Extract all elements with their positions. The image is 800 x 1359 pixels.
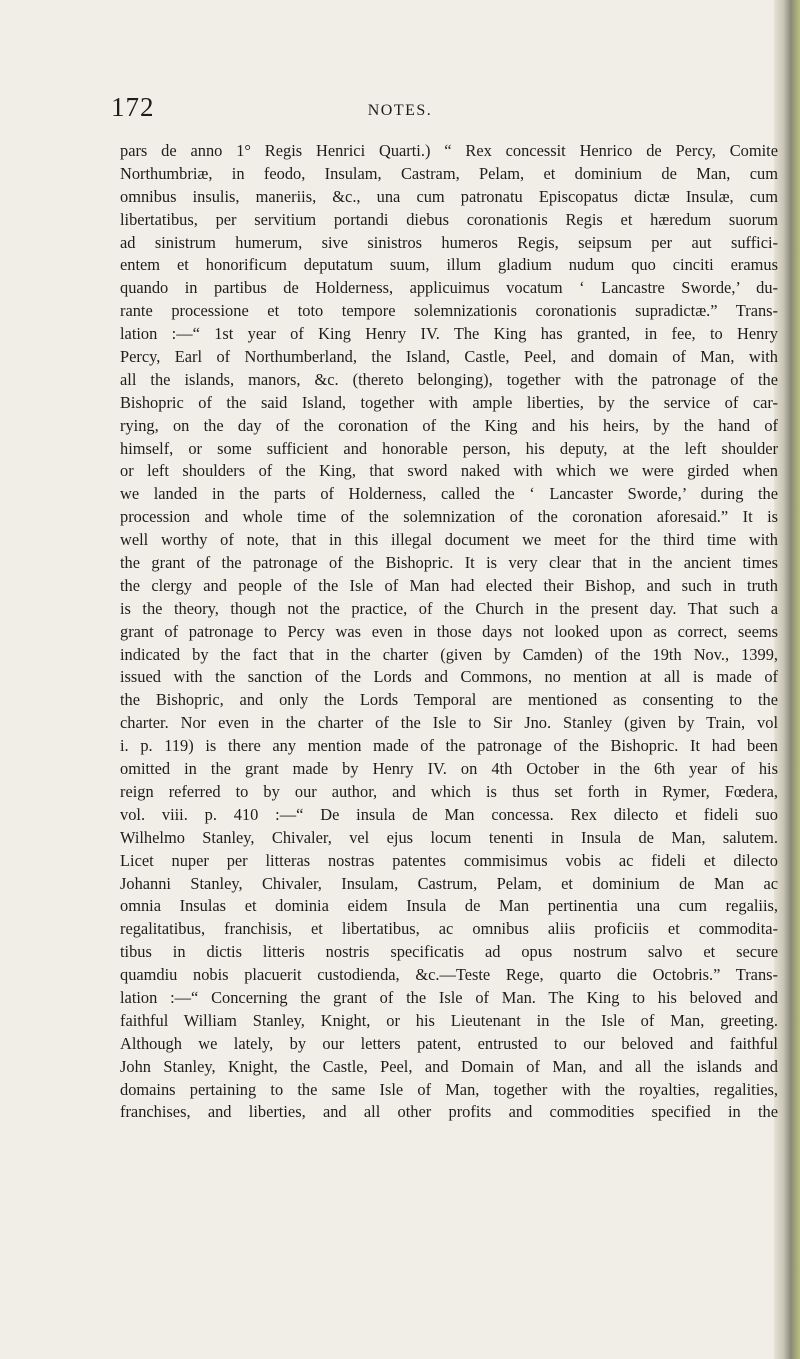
text-line: the Bishopric, and only the Lords Temporal are mentioned as consenting to the <box>120 690 778 710</box>
text-line: Johanni Stanley, Chivaler, Insulam, Castrum, Pelam, et dominium de Man ac <box>120 873 778 893</box>
text-line: regalitatibus, franchisis, et libertatibus, ac omnibus aliis proficiis et commodita- <box>120 919 778 939</box>
text-line: quando in partibus de Holderness, applicuimus vocatum ‘ Lancastre Sworde,’ du- <box>120 278 778 298</box>
text-line: well worthy of note, that in this illegal document we meet for the third time with <box>120 530 778 550</box>
text-line: Percy, Earl of Northumberland, the Island, Castle, Peel, and domain of Man, with <box>120 347 778 367</box>
body-text <box>120 140 778 1124</box>
text-line: reign referred to by our author, and which is thus set forth in Rymer, Fœdera, <box>120 781 778 801</box>
text-line: quamdiu nobis placuerit custodienda, &c.—Teste Rege, quarto die Octobris.” Trans- <box>120 965 778 985</box>
text-line: vol. viii. p. 410 :—“ De insula de Man concessa. Rex dilecto et fideli suo <box>120 804 778 824</box>
text-line: the clergy and people of the Isle of Man had elected their Bishop, and such in truth <box>120 575 778 595</box>
text-line: charter. Nor even in the charter of the Isle to Sir Jno. Stanley (given by Train, vol <box>120 713 778 733</box>
text-line: lation :—“ Concerning the grant of the Isle of Man. The King to his beloved and <box>120 987 778 1007</box>
text-line: we landed in the parts of Holderness, called the ‘ Lancaster Sworde,’ during the <box>120 484 778 504</box>
text-line: is the theory, though not the practice, of the Church in the present day. That such a <box>120 598 778 618</box>
text-line: faithful William Stanley, Knight, or his Lieutenant in the Isle of Man, greeting. <box>120 1010 778 1030</box>
text-line: entem et honorificum deputatum suum, illum gladium nudum quo cinciti eramus <box>120 255 778 275</box>
text-line: libertatibus, per servitium portandi diebus coronationis Regis et hæredum suorum <box>120 209 778 229</box>
text-line: Wilhelmo Stanley, Chivaler, vel ejus locum tenenti in Insula de Man, salutem. <box>120 827 778 847</box>
text-line: omitted in the grant made by Henry IV. on 4th October in the 6th year of his <box>120 759 778 779</box>
text-line: lation :—“ 1st year of King Henry IV. The King has granted, in fee, to Henry <box>120 324 778 344</box>
text-line: issued with the sanction of the Lords and Commons, no mention at all is made of <box>120 667 778 687</box>
text-line: Licet nuper per litteras nostras patentes commisimus vobis ac fideli et dilecto <box>120 850 778 870</box>
text-line: Northumbriæ, in feodo, Insulam, Castram, Pelam, et dominium de Man, cum <box>120 163 778 183</box>
text-line: Although we lately, by our letters patent, entrusted to our beloved and faithful <box>120 1033 778 1053</box>
text-line: franchises, and liberties, and all other profits and commodities specified in the <box>120 1102 778 1122</box>
text-line: ad sinistrum humerum, sive sinistros humeros Regis, seipsum per aut suffici- <box>120 232 778 252</box>
text-line: indicated by the fact that in the charter (given by Camden) of the 19th Nov., 1399, <box>120 644 778 664</box>
text-line: pars de anno 1° Regis Henrici Quarti.) “ Rex concessit Henrico de Percy, Comite <box>120 141 778 160</box>
text-line: omnibus insulis, maneriis, &c., una cum patronatu Episcopatus dictæ Insulæ, cum <box>120 186 778 206</box>
text-line: omnia Insulas et dominia eidem Insula de Man pertinentia una cum regaliis, <box>120 896 778 916</box>
text-line: procession and whole time of the solemnization of the coronation aforesaid.” It is <box>120 507 778 527</box>
text-line: rying, on the day of the coronation of the King and his heirs, by the hand of <box>120 415 778 435</box>
text-line: himself, or some sufficient and honorable person, his deputy, at the left shoulder <box>120 438 778 458</box>
text-line: rante processione et toto tempore solemnizationis coronationis supradictæ.” Trans- <box>120 301 778 321</box>
text-line: Bishopric of the said Island, together with ample liberties, by the service of car- <box>120 392 778 412</box>
text-line: John Stanley, Knight, the Castle, Peel, and Domain of Man, and all the islands and <box>120 1056 778 1076</box>
text-line: domains pertaining to the same Isle of Man, together with the royalties, regalities, <box>120 1079 778 1099</box>
page-number: 172 <box>111 92 155 122</box>
text-line: the grant of the patronage of the Bishopric. It is very clear that in the ancient times <box>120 553 778 573</box>
running-head: NOTES. <box>367 102 433 119</box>
text-line: grant of patronage to Percy was even in those days not looked upon as correct, seems <box>120 621 778 641</box>
text-line: tibus in dictis litteris nostris specificatis ad opus nostrum salvo et secure <box>120 942 778 962</box>
text-line: i. p. 119) is there any mention made of the patronage of the Bishopric. It had been <box>120 736 778 756</box>
text-line: all the islands, manors, &c. (thereto belonging), together with the patronage of the <box>120 369 778 389</box>
text-line: or left shoulders of the King, that sword naked with which we were girded when <box>120 461 778 481</box>
